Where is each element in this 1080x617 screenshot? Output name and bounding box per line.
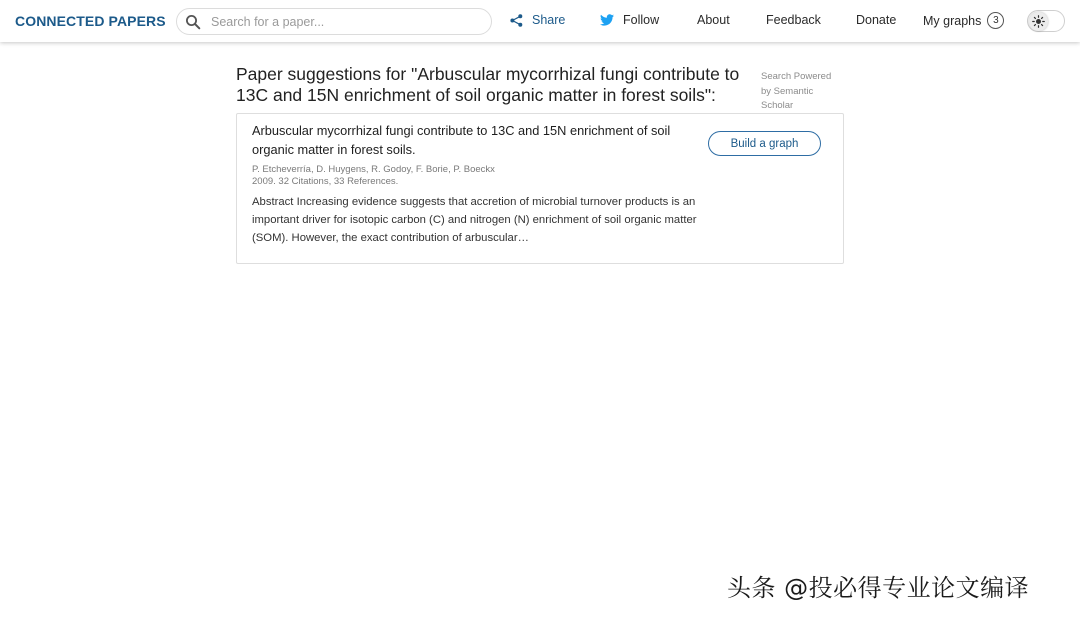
top-navbar <box>0 0 1080 42</box>
sun-icon <box>1032 15 1045 28</box>
my-graphs-label: My graphs <box>923 13 982 28</box>
share-icon <box>510 14 523 27</box>
share-label: Share <box>532 13 566 27</box>
build-graph-button[interactable]: Build a graph <box>708 131 821 156</box>
result-card[interactable] <box>236 113 844 264</box>
nav-donate[interactable]: Donate <box>856 13 897 27</box>
nav-my-graphs[interactable] <box>923 12 1004 29</box>
result-meta: 2009. 32 Citations, 33 References. <box>252 176 399 187</box>
search-input[interactable] <box>211 13 481 31</box>
theme-toggle[interactable] <box>1027 10 1065 32</box>
my-graphs-count-badge: 3 <box>987 12 1004 29</box>
powered-by-note[interactable]: Search Powered by Semantic Scholar <box>761 71 832 111</box>
follow-label: Follow <box>623 13 660 27</box>
share-button[interactable] <box>510 13 565 27</box>
theme-toggle-knob <box>1029 12 1048 31</box>
watermark-text: 头条 @投必得专业论文编译 <box>727 574 1030 602</box>
twitter-icon <box>600 14 614 26</box>
result-abstract: Abstract Increasing evidence suggests that accretion of microbial turnover products is an important driver for isotopic carbon (C) and nitrogen (N) enrichment of soil organic matter (SOM). However, the exact contribution of arbuscular… <box>252 196 697 245</box>
search-icon <box>185 14 201 30</box>
nav-feedback[interactable]: Feedback <box>766 13 821 27</box>
nav-about[interactable]: About <box>697 13 730 27</box>
page-title: Paper suggestions for "Arbuscular mycorrhizal fungi contribute to 13C and 15N enrichment of soil organic matter in forest soils": <box>236 64 740 105</box>
result-authors: P. Etcheverría, D. Huygens, R. Godoy, F. Borie, P. Boeckx <box>252 164 495 175</box>
site-logo[interactable]: CONNECTED PAPERS <box>15 13 166 29</box>
follow-button[interactable] <box>600 13 659 27</box>
result-title[interactable]: Arbuscular mycorrhizal fungi contribute to 13C and 15N enrichment of soil organic matter in forest soils. <box>252 123 671 157</box>
search-box[interactable] <box>176 8 492 35</box>
